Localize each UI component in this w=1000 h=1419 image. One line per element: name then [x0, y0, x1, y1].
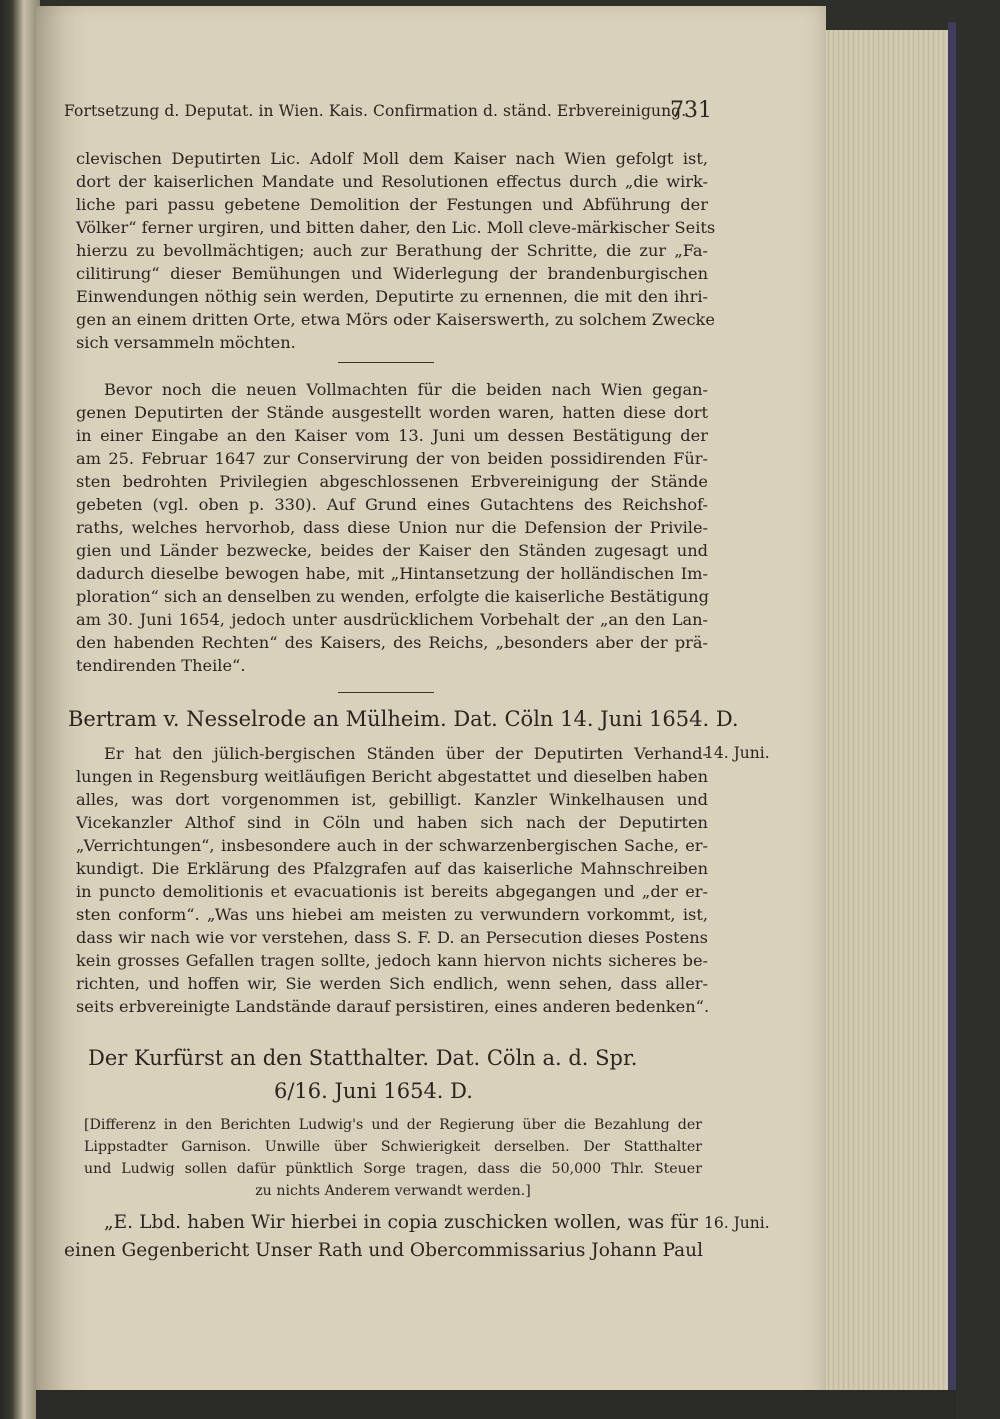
text-line: den habenden Rechten“ des Kaisers, des Reichs, „besonders aber der prä- [76, 633, 708, 652]
text-line: sten conform“. „Was uns hiebei am meisten zu verwundern vorkommt, ist, [76, 905, 708, 924]
book-cover-edge [948, 22, 956, 1402]
text-line: Bevor noch die neuen Vollmachten für die beiden nach Wien gegan- [104, 380, 708, 399]
text-line: am 25. Februar 1647 zur Conservirung der von beiden possidirenden Für- [76, 449, 708, 468]
text-line: in einer Eingabe an den Kaiser vom 13. Juni um dessen Bestätigung der [76, 426, 708, 445]
page-edges-stack [810, 30, 950, 1390]
text-line: richten, und hoffen wir, Sie werden Sich endlich, wenn sehen, dass aller- [76, 974, 708, 993]
text-line: ploration“ sich an denselben zu wenden, erfolgte die kaiserliche Bestätigung [76, 587, 709, 606]
section-rule [338, 362, 434, 363]
text-line: „Verrichtungen“, insbesondere auch in der schwarzenbergischen Sache, er- [76, 836, 708, 855]
text-line: Er hat den jülich-bergischen Ständen über der Deputirten Verhand- [104, 744, 708, 763]
text-line: in puncto demolitionis et evacuationis ist bereits abgegangen und „der er- [76, 882, 708, 901]
text-line: liche pari passu gebetene Demolition der Festungen und Abführung der [76, 195, 708, 214]
text-line: alles, was dort vorgenommen ist, gebilligt. Kanzler Winkelhausen und [76, 790, 708, 809]
text-line: seits erbvereinigte Landstände darauf persistiren, eines anderen bedenken“. [76, 997, 710, 1016]
text-line: tendirenden Theile“. [76, 656, 246, 675]
margin-date: 16. Juni. [704, 1214, 770, 1232]
text-line: lungen in Regensburg weitläufigen Bericht abgestattet und dieselben haben [76, 767, 708, 786]
page-bottom-shadow [36, 1390, 956, 1419]
running-head: Fortsetzung d. Deputat. in Wien. Kais. Confirmation d. ständ. Erbvereinigung. [64, 102, 687, 120]
text-line: dort der kaiserlichen Mandate und Resolutionen effectus durch „die wirk- [76, 172, 708, 191]
section-rule [338, 692, 434, 693]
summary-line: und Ludwig sollen dafür pünktlich Sorge tragen, dass die 50,000 Thlr. Steuer [84, 1161, 702, 1177]
text-line: clevischen Deputirten Lic. Adolf Moll dem Kaiser nach Wien gefolgt ist, [76, 149, 708, 168]
text-line: Einwendungen nöthig sein werden, Deputirte zu ernennen, die mit den ihri- [76, 287, 708, 306]
document-heading: Bertram v. Nesselrode an Mülheim. Dat. Cöln 14. Juni 1654. D. [68, 707, 739, 731]
text-line: genen Deputirten der Stände ausgestellt worden waren, hatten diese dort [76, 403, 708, 422]
text-line: am 30. Juni 1654, jedoch unter ausdrücklichem Vorbehalt der „an den Lan- [76, 610, 708, 629]
text-line: „E. Lbd. haben Wir hierbei in copia zuschicken wollen, was für [104, 1212, 698, 1233]
text-line: einen Gegenbericht Unser Rath und Obercommissarius Johann Paul [64, 1240, 703, 1261]
text-line: gien und Länder bezwecke, beides der Kaiser den Ständen zugesagt und [76, 541, 708, 560]
text-line: dadurch dieselbe bewogen habe, mit „Hintansetzung der holländischen Im- [76, 564, 708, 583]
text-line: raths, welches hervorhob, dass diese Union nur die Defension der Privile- [76, 518, 708, 537]
text-line: gebeten (vgl. oben p. 330). Auf Grund eines Gutachtens des Reichshof- [76, 495, 708, 514]
book-gutter-left [0, 0, 40, 1419]
book-page [36, 6, 826, 1414]
summary-line: [Differenz in den Berichten Ludwig's und der Regierung über die Bezahlung der [84, 1117, 702, 1133]
document-heading: 6/16. Juni 1654. D. [274, 1079, 473, 1103]
text-line: hierzu zu bevollmächtigen; auch zur Berathung der Schritte, die zur „Fa- [76, 241, 708, 260]
text-line: kundigt. Die Erklärung des Pfalzgrafen auf das kaiserliche Mahnschreiben [76, 859, 708, 878]
summary-line: Lippstadter Garnison. Unwille über Schwierigkeit derselben. Der Statthalter [84, 1139, 702, 1155]
text-line: cilitirung“ dieser Bemühungen und Widerlegung der brandenburgischen [76, 264, 708, 283]
summary-line: zu nichts Anderem verwandt werden.] [255, 1183, 531, 1199]
text-line: gen an einem dritten Orte, etwa Mörs oder Kaiserswerth, zu solchem Zwecke [76, 310, 715, 329]
margin-date: 14. Juni. [704, 744, 770, 762]
page-number: 731 [670, 98, 712, 123]
text-line: dass wir nach wie vor verstehen, dass S. F. D. an Persecution dieses Postens [76, 928, 708, 947]
document-heading: Der Kurfürst an den Statthalter. Dat. Cöln a. d. Spr. [88, 1046, 638, 1070]
text-line: sich versammeln möchten. [76, 333, 296, 352]
text-line: kein grosses Gefallen tragen sollte, jedoch kann hiervon nichts sicheres be- [76, 951, 708, 970]
text-line: Vicekanzler Althof sind in Cöln und haben sich nach der Deputirten [76, 813, 708, 832]
text-line: Völker“ ferner urgiren, und bitten daher, den Lic. Moll cleve-märkischer Seits [76, 218, 716, 237]
text-line: sten bedrohten Privilegien abgeschlossenen Erbvereinigung der Stände [76, 472, 708, 491]
